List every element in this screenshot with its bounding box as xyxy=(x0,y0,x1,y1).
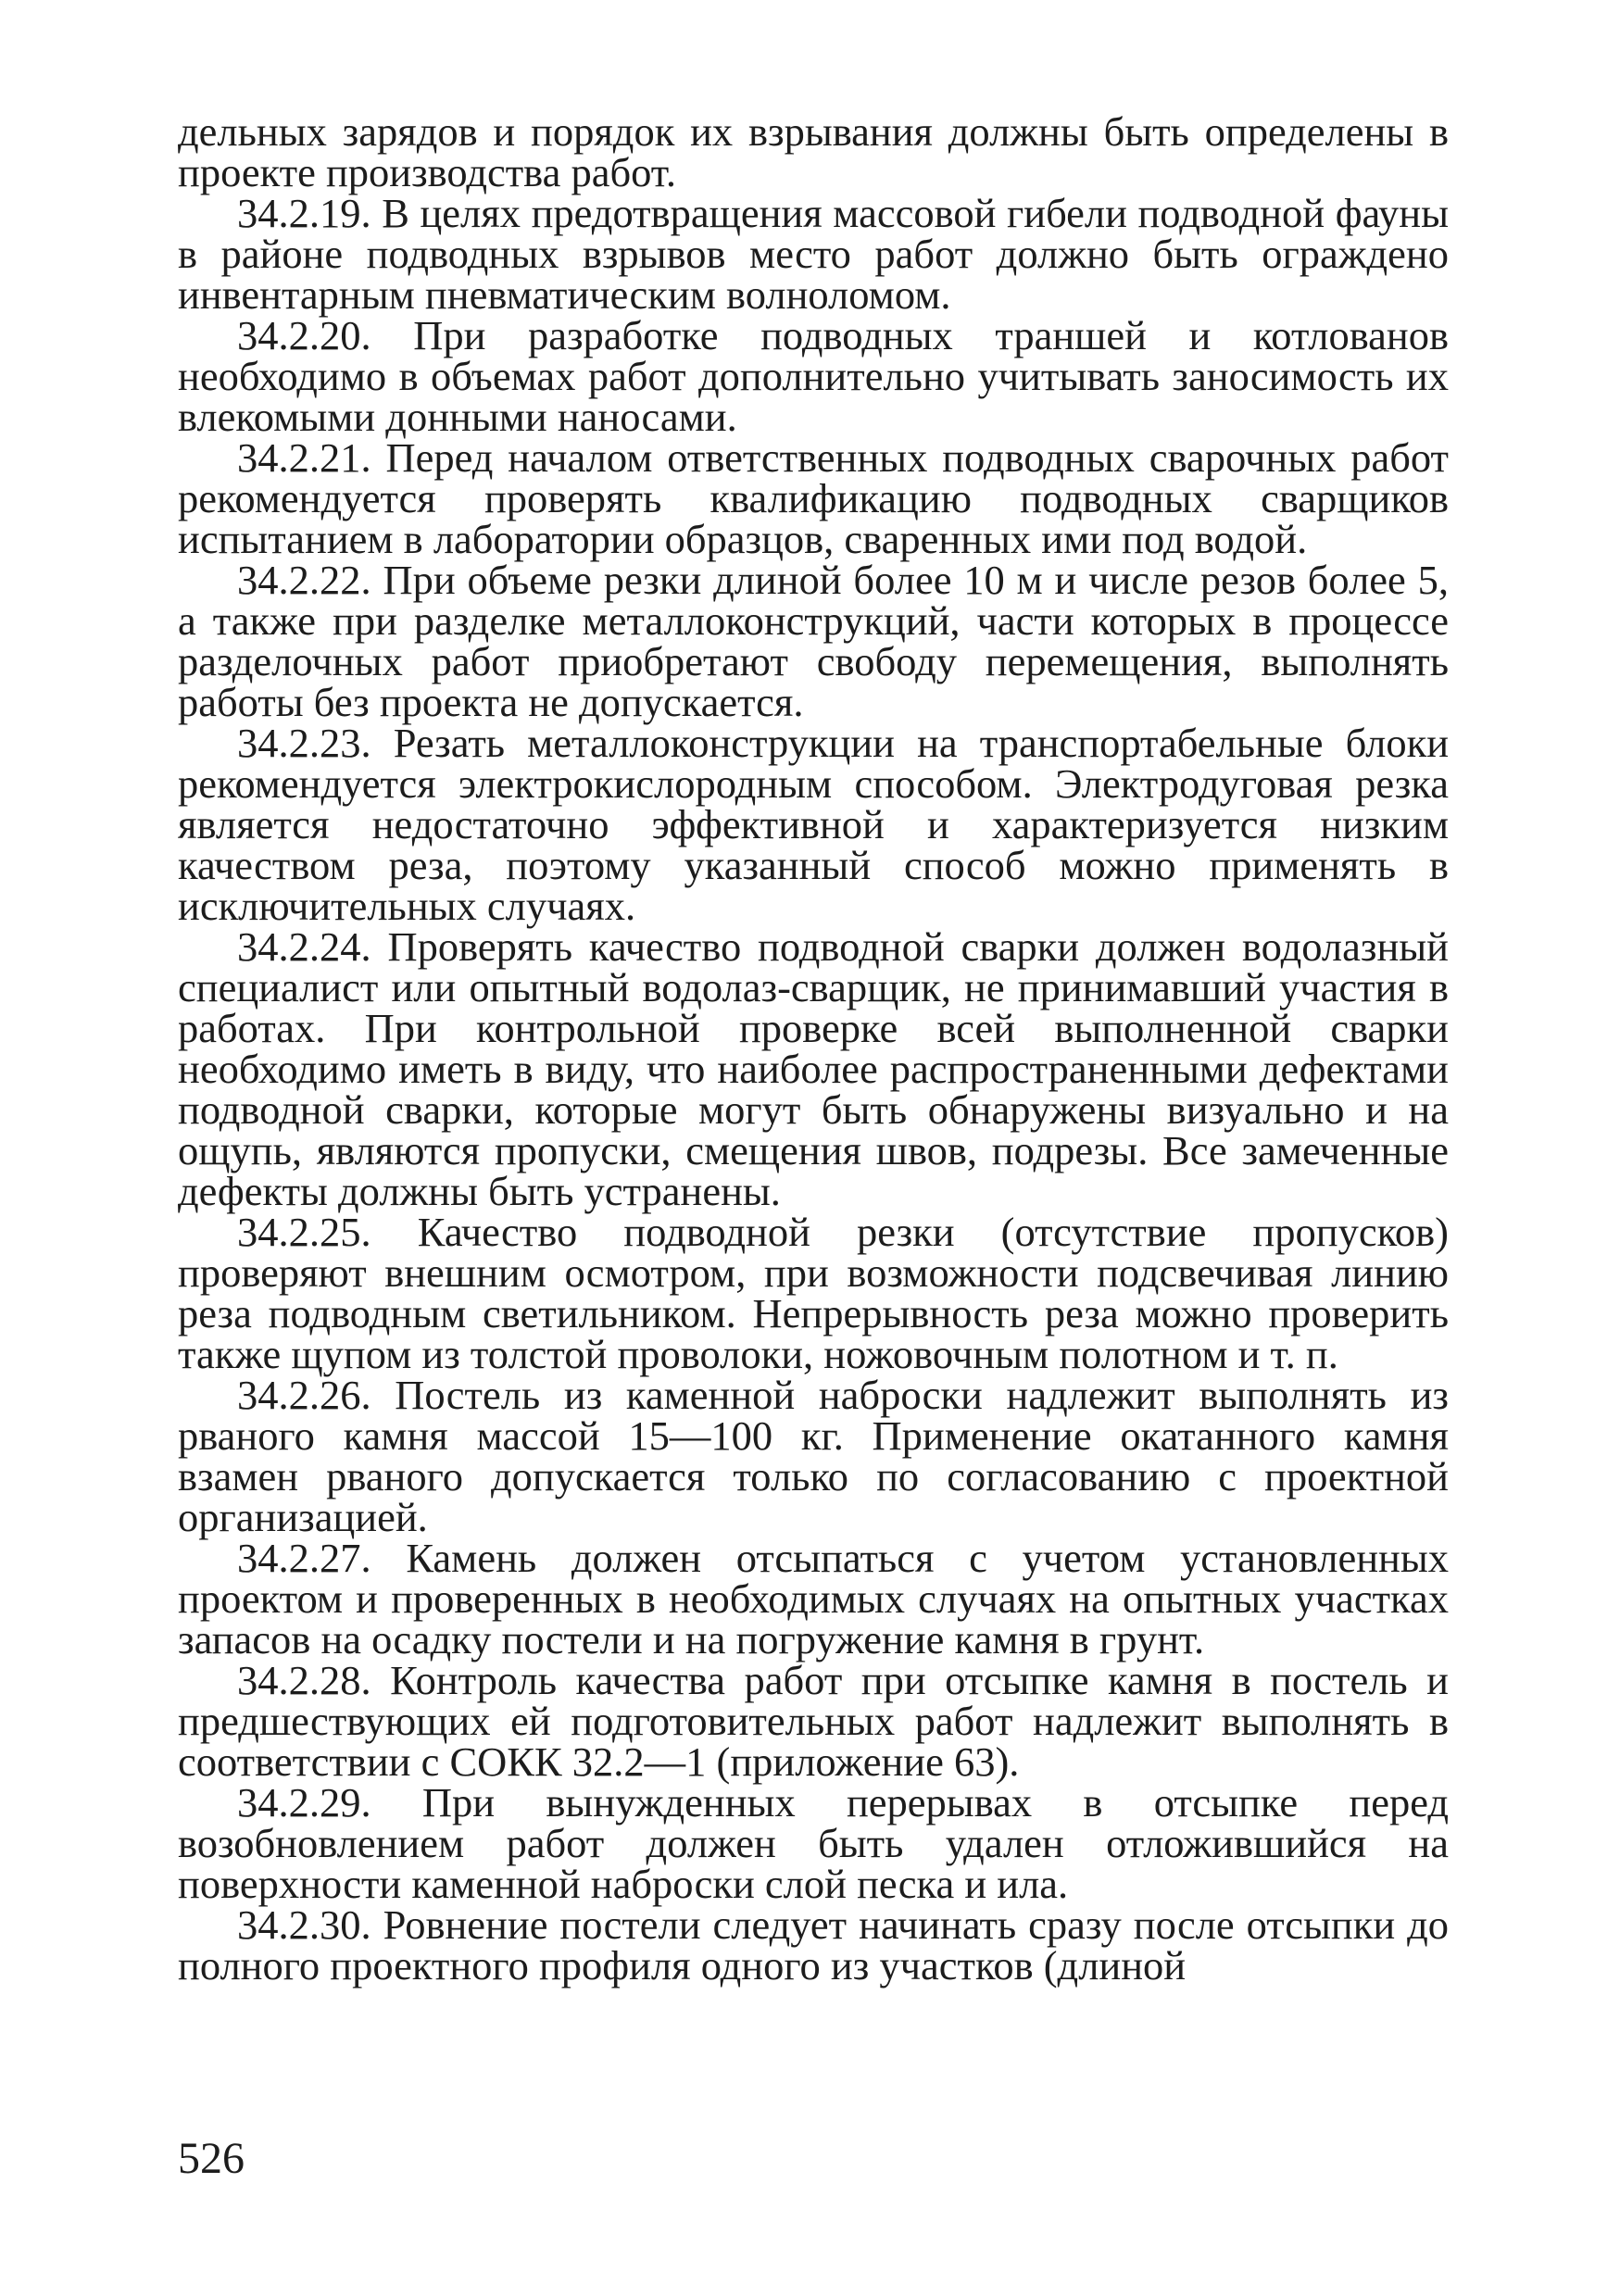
body-text xyxy=(178,108,1450,1989)
paragraph-text: При разработке подводных траншей и котлованов необходимо в объемах работ дополнительно учитывать заносимость их влекомыми донными наносами. xyxy=(178,312,1449,440)
paragraph-number: 34.2.23. xyxy=(237,720,371,766)
paragraph-34-2-25 xyxy=(178,1209,1450,1377)
paragraph-34-2-20 xyxy=(178,312,1449,440)
paragraph-number: 34.2.25. xyxy=(237,1209,371,1255)
paragraph-number: 34.2.30. xyxy=(237,1901,371,1948)
paragraph-text: Перед началом ответственных подводных сварочных работ рекомендуется проверять квалификацию подводных сварщиков испытанием в лаборатории образцов, сваренных ими под водой. xyxy=(178,434,1449,562)
paragraph-34-2-28 xyxy=(178,1657,1449,1785)
paragraph-34-2-19 xyxy=(178,190,1449,318)
paragraph-34-2-26 xyxy=(178,1372,1450,1540)
paragraph-text: Постель из каменной наброски надлежит выполнять из рваного камня массой 15—100 кг. Применение окатанного камня взамен рваного допускается только по согласованию с проектной организацией. xyxy=(178,1372,1450,1540)
paragraph-text: Камень должен отсыпаться с учетом установленных проектом и проверенных в необходимых случаях на опытных участках запасов на осадку постели и на погружение камня в грунт. xyxy=(178,1535,1450,1662)
paragraph-text: дельных зарядов и порядок их взрывания должны быть определены в проекте производства работ. xyxy=(178,108,1449,195)
paragraph-34-2-21 xyxy=(178,434,1449,562)
paragraph-text: Ровнение постели следует начинать сразу после отсыпки до полного проектного профиля одного из участков (длиной xyxy=(178,1901,1450,1989)
paragraph-34-2-27 xyxy=(178,1537,1449,1660)
paragraph-number: 34.2.19. xyxy=(237,190,371,236)
paragraph-number: 34.2.29. xyxy=(237,1779,371,1826)
paragraph-number: 34.2.24. xyxy=(237,923,371,970)
paragraph-text: Проверять качество подводной сварки должен водолазный специалист или опытный водолаз-сварщик, не принимавший участия в работах. При контрольной проверке всей выполненной сварки необходимо иметь в виду, что наиболее распространенными дефектами подводной сварки, которые могут быть обнаружены визуально и на ощупь, являются пропуски, смещения швов, подрезы. Все замеченные дефекты должны быть устранены. xyxy=(178,923,1449,1214)
paragraph-34-2-24 xyxy=(178,923,1449,1214)
paragraph-continuation xyxy=(178,108,1449,195)
paragraph-34-2-30 xyxy=(178,1901,1450,1989)
paragraph-number: 34.2.28. xyxy=(237,1657,371,1703)
paragraph-34-2-22 xyxy=(178,557,1449,725)
paragraph-number: 34.2.20. xyxy=(237,312,371,358)
paragraph-number: 34.2.22. xyxy=(237,557,371,603)
paragraph-number: 34.2.21. xyxy=(237,434,371,481)
paragraph-text: В целях предотвращения массовой гибели подводной фауны в районе подводных взрывов место работ должно быть ограждено инвентарным пневматическим волноломом. xyxy=(178,190,1449,318)
paragraph-number: 34.2.26. xyxy=(237,1372,371,1418)
paragraph-text: При объеме резки длиной более 10 м и числе резов более 5, а также при разделке металлоконструкций, части которых в процессе разделочных работ приобретают свободу перемещения, выполнять работы без проекта не допускается. xyxy=(178,557,1449,725)
paragraph-text: При вынужденных перерывах в отсыпке перед возобновлением работ должен быть удален отложившийся на поверхности каменной наброски слой песка и ила. xyxy=(178,1779,1450,1907)
paragraph-text: Резать металлоконструкции на транспортабельные блоки рекомендуется электрокислородным способом. Электродуговая резка является недостаточно эффективной и характеризуется низким качеством реза, поэтому указанный способ можно применять в исключительных случаях. xyxy=(178,720,1450,929)
paragraph-text: Контроль качества работ при отсыпке камня в постель и предшествующих ей подготовительных работ надлежит выполнять в соответствии с СОКК 32.2—1 (приложение 63). xyxy=(178,1657,1449,1785)
paragraph-34-2-23 xyxy=(178,720,1450,929)
paragraph-text: Качество подводной резки (отсутствие пропусков) проверяют внешним осмотром, при возможности подсвечивая линию реза подводным светильником. Непрерывность реза можно проверить также щупом из толстой проволоки, ножовочным полотном и т. п. xyxy=(178,1209,1450,1377)
paragraph-34-2-29 xyxy=(178,1779,1450,1907)
page-number: 526 xyxy=(178,2134,245,2183)
paragraph-number: 34.2.27. xyxy=(237,1535,371,1581)
